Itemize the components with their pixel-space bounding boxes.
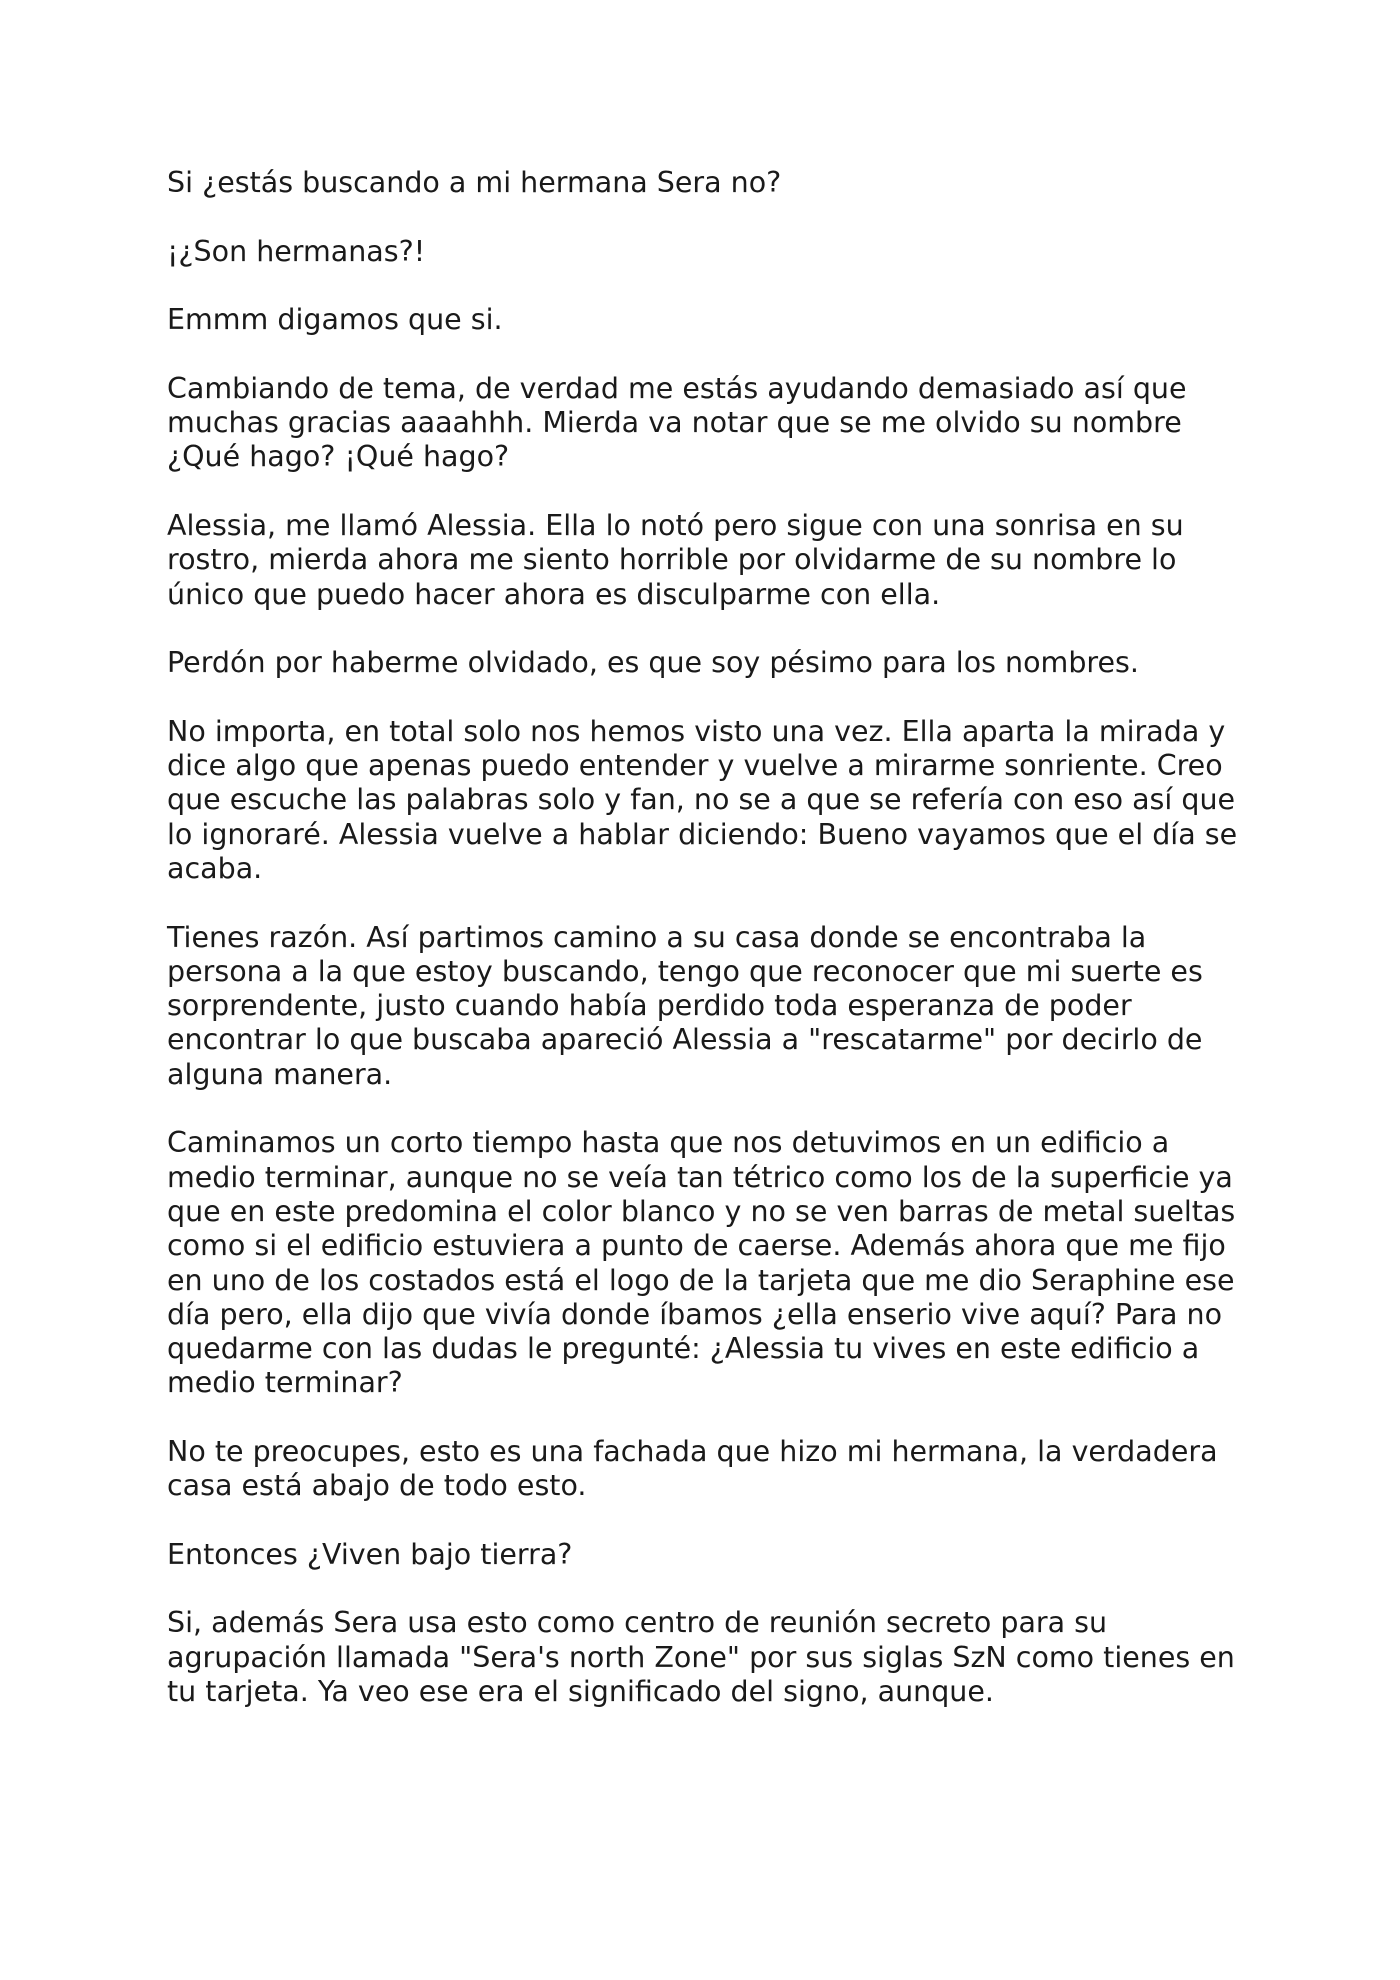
text-line: alguna manera. xyxy=(167,1057,393,1091)
text-line: como si el edificio estuviera a punto de caerse. Además ahora que me fijo xyxy=(167,1229,1226,1263)
text-line: casa está abajo de todo esto. xyxy=(167,1469,587,1503)
text-line: ¡¿Son hermanas?! xyxy=(167,234,426,268)
text-line: medio terminar, aunque no se veía tan tétrico como los de la superficie ya xyxy=(167,1160,1233,1194)
document-body xyxy=(167,166,1247,1744)
paragraph xyxy=(167,646,1247,680)
text-line: agrupación llamada "Sera's north Zone" por sus siglas SzN como tienes en xyxy=(167,1640,1235,1674)
paragraph xyxy=(167,1606,1247,1709)
text-line: lo ignoraré. Alessia vuelve a hablar diciendo: Bueno vayamos que el día se xyxy=(167,817,1238,851)
paragraph xyxy=(167,166,1247,200)
text-line: ¿Qué hago? ¡Qué hago? xyxy=(167,440,510,474)
paragraph xyxy=(167,715,1247,886)
text-line: medio terminar? xyxy=(167,1366,403,1400)
text-line: encontrar lo que buscaba apareció Alessia a "rescatarme" por decirlo de xyxy=(167,1023,1203,1057)
text-line: Tienes razón. Así partimos camino a su casa donde se encontraba la xyxy=(167,920,1147,954)
text-line: persona a la que estoy buscando, tengo que reconocer que mi suerte es xyxy=(167,954,1203,988)
text-line: Entonces ¿Viven bajo tierra? xyxy=(167,1537,573,1571)
paragraph xyxy=(167,235,1247,269)
text-line: Alessia, me llamó Alessia. Ella lo notó pero sigue con una sonrisa en su xyxy=(167,508,1184,542)
text-line: Si, además Sera usa esto como centro de reunión secreto para su xyxy=(167,1606,1108,1640)
text-line: Perdón por haberme olvidado, es que soy pésimo para los nombres. xyxy=(167,646,1139,680)
text-line: acaba. xyxy=(167,851,263,885)
text-line: sorprendente, justo cuando había perdido toda esperanza de poder xyxy=(167,989,1132,1023)
text-line: en uno de los costados está el logo de la tarjeta que me dio Seraphine ese xyxy=(167,1263,1235,1297)
text-line: muchas gracias aaaahhh. Mierda va notar que se me olvido su nombre xyxy=(167,406,1182,440)
text-line: único que puedo hacer ahora es disculparme con ella. xyxy=(167,577,941,611)
text-line: Emmm digamos que si. xyxy=(167,303,503,337)
text-line: quedarme con las dudas le pregunté: ¿Alessia tu vives en este edificio a xyxy=(167,1332,1200,1366)
paragraph xyxy=(167,1435,1247,1504)
text-line: rostro, mierda ahora me siento horrible por olvidarme de su nombre lo xyxy=(167,543,1177,577)
text-line: Cambiando de tema, de verdad me estás ayudando demasiado así que xyxy=(167,371,1187,405)
text-line: día pero, ella dijo que vivía donde íbamos ¿ella enserio vive aquí? Para no xyxy=(167,1297,1223,1331)
text-line: tu tarjeta. Ya veo ese era el significado del signo, aunque. xyxy=(167,1675,994,1709)
text-line: que escuche las palabras solo y fan, no se a que se refería con eso así que xyxy=(167,783,1236,817)
paragraph xyxy=(167,921,1247,1092)
paragraph xyxy=(167,1126,1247,1400)
text-line: No te preocupes, esto es una fachada que hizo mi hermana, la verdadera xyxy=(167,1434,1218,1468)
paragraph xyxy=(167,509,1247,612)
paragraph xyxy=(167,372,1247,475)
paragraph xyxy=(167,303,1247,337)
paragraph xyxy=(167,1538,1247,1572)
text-line: No importa, en total solo nos hemos visto una vez. Ella aparta la mirada y xyxy=(167,714,1226,748)
text-line: que en este predomina el color blanco y no se ven barras de metal sueltas xyxy=(167,1194,1236,1228)
text-line: Caminamos un corto tiempo hasta que nos detuvimos en un edificio a xyxy=(167,1126,1170,1160)
text-line: dice algo que apenas puedo entender y vuelve a mirarme sonriente. Creo xyxy=(167,749,1223,783)
text-line: Si ¿estás buscando a mi hermana Sera no? xyxy=(167,166,782,199)
